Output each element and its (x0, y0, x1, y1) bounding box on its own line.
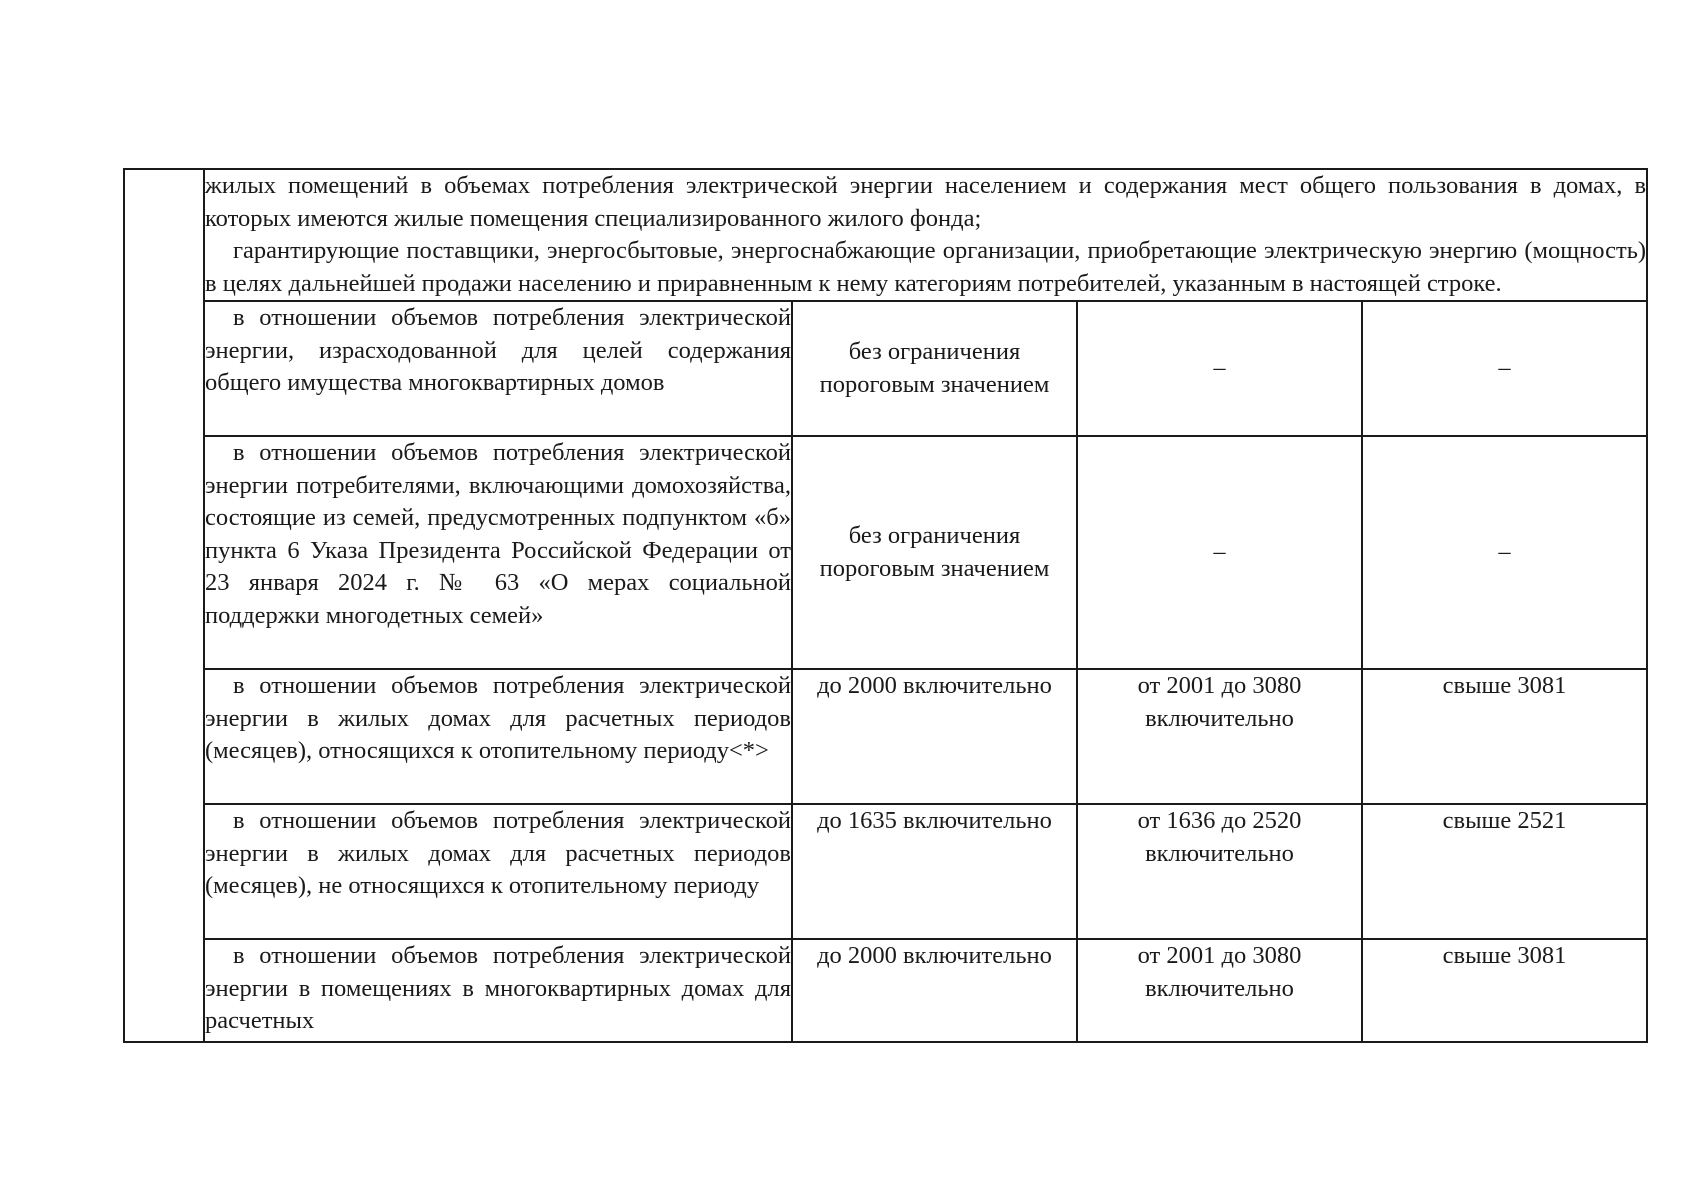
value-cell-threshold-1: без ограничения пороговым значением (792, 436, 1077, 669)
row-label: в отношении объемов потребления электрической энергии, израсходованной для целей содержания общего имущества многоквартирных домов (205, 304, 791, 396)
value-cell-threshold-3: – (1362, 436, 1647, 669)
intro-paragraph-1: жилых помещений в объемах потребления электрической энергии населением и содержания мест общего пользования в домах, в которых имеются жилые помещения специализированного жилого фонда; (205, 172, 1647, 232)
row-label-cell (204, 301, 792, 436)
value-cell-threshold-1: до 2000 включительно (792, 669, 1077, 804)
row-number-cell (124, 169, 204, 1042)
table-row-intro (124, 169, 1647, 301)
row-label-cell (204, 669, 792, 804)
table-row (124, 804, 1647, 939)
table-row (124, 301, 1647, 436)
table-row (124, 669, 1647, 804)
value-cell-threshold-2: от 1636 до 2520 включительно (1077, 804, 1362, 939)
value-cell-threshold-2: от 2001 до 3080 включительно (1077, 939, 1362, 1042)
row-label-cell (204, 436, 792, 669)
value-cell-threshold-2: от 2001 до 3080 включительно (1077, 669, 1362, 804)
value-cell-threshold-2: – (1077, 436, 1362, 669)
value-cell-threshold-2: – (1077, 301, 1362, 436)
row-label-cell (204, 939, 792, 1042)
value-cell-threshold-3: – (1362, 301, 1647, 436)
row-label-cell (204, 804, 792, 939)
row-label: в отношении объемов потребления электрической энергии потребителями, включающими домохозяйства, состоящие из семей, предусмотренных подпунктом «б» пункта 6 Указа Президента Российской Федерации от 23 января 2024 г. № 63 «О мерах социальной поддержки многодетных семей» (205, 439, 791, 629)
table-row (124, 436, 1647, 669)
tariff-table (123, 168, 1648, 1043)
row-label: в отношении объемов потребления электрической энергии в жилых домах для расчетных периодов (месяцев), относящихся к отопительному периоду<*> (205, 672, 791, 764)
value-cell-threshold-3: свыше 2521 (1362, 804, 1647, 939)
value-cell-threshold-3: свыше 3081 (1362, 939, 1647, 1042)
table-row (124, 939, 1647, 1042)
value-cell-threshold-1: без ограничения пороговым значением (792, 301, 1077, 436)
intro-cell (204, 169, 1647, 301)
value-cell-threshold-1: до 1635 включительно (792, 804, 1077, 939)
value-cell-threshold-3: свыше 3081 (1362, 669, 1647, 804)
row-label: в отношении объемов потребления электрической энергии в жилых домах для расчетных периодов (месяцев), не относящихся к отопительному периоду (205, 807, 791, 899)
value-cell-threshold-1: до 2000 включительно (792, 939, 1077, 1042)
row-label: в отношении объемов потребления электрической энергии в помещениях в многоквартирных домах для расчетных (205, 942, 791, 1034)
intro-paragraph-2: гарантирующие поставщики, энергосбытовые, энергоснабжающие организации, приобретающие электрическую энергию (мощность) в целях дальнейшей продажи населению и приравненным к нему категориям потребителей, указанным в настоящей строке. (205, 237, 1647, 297)
